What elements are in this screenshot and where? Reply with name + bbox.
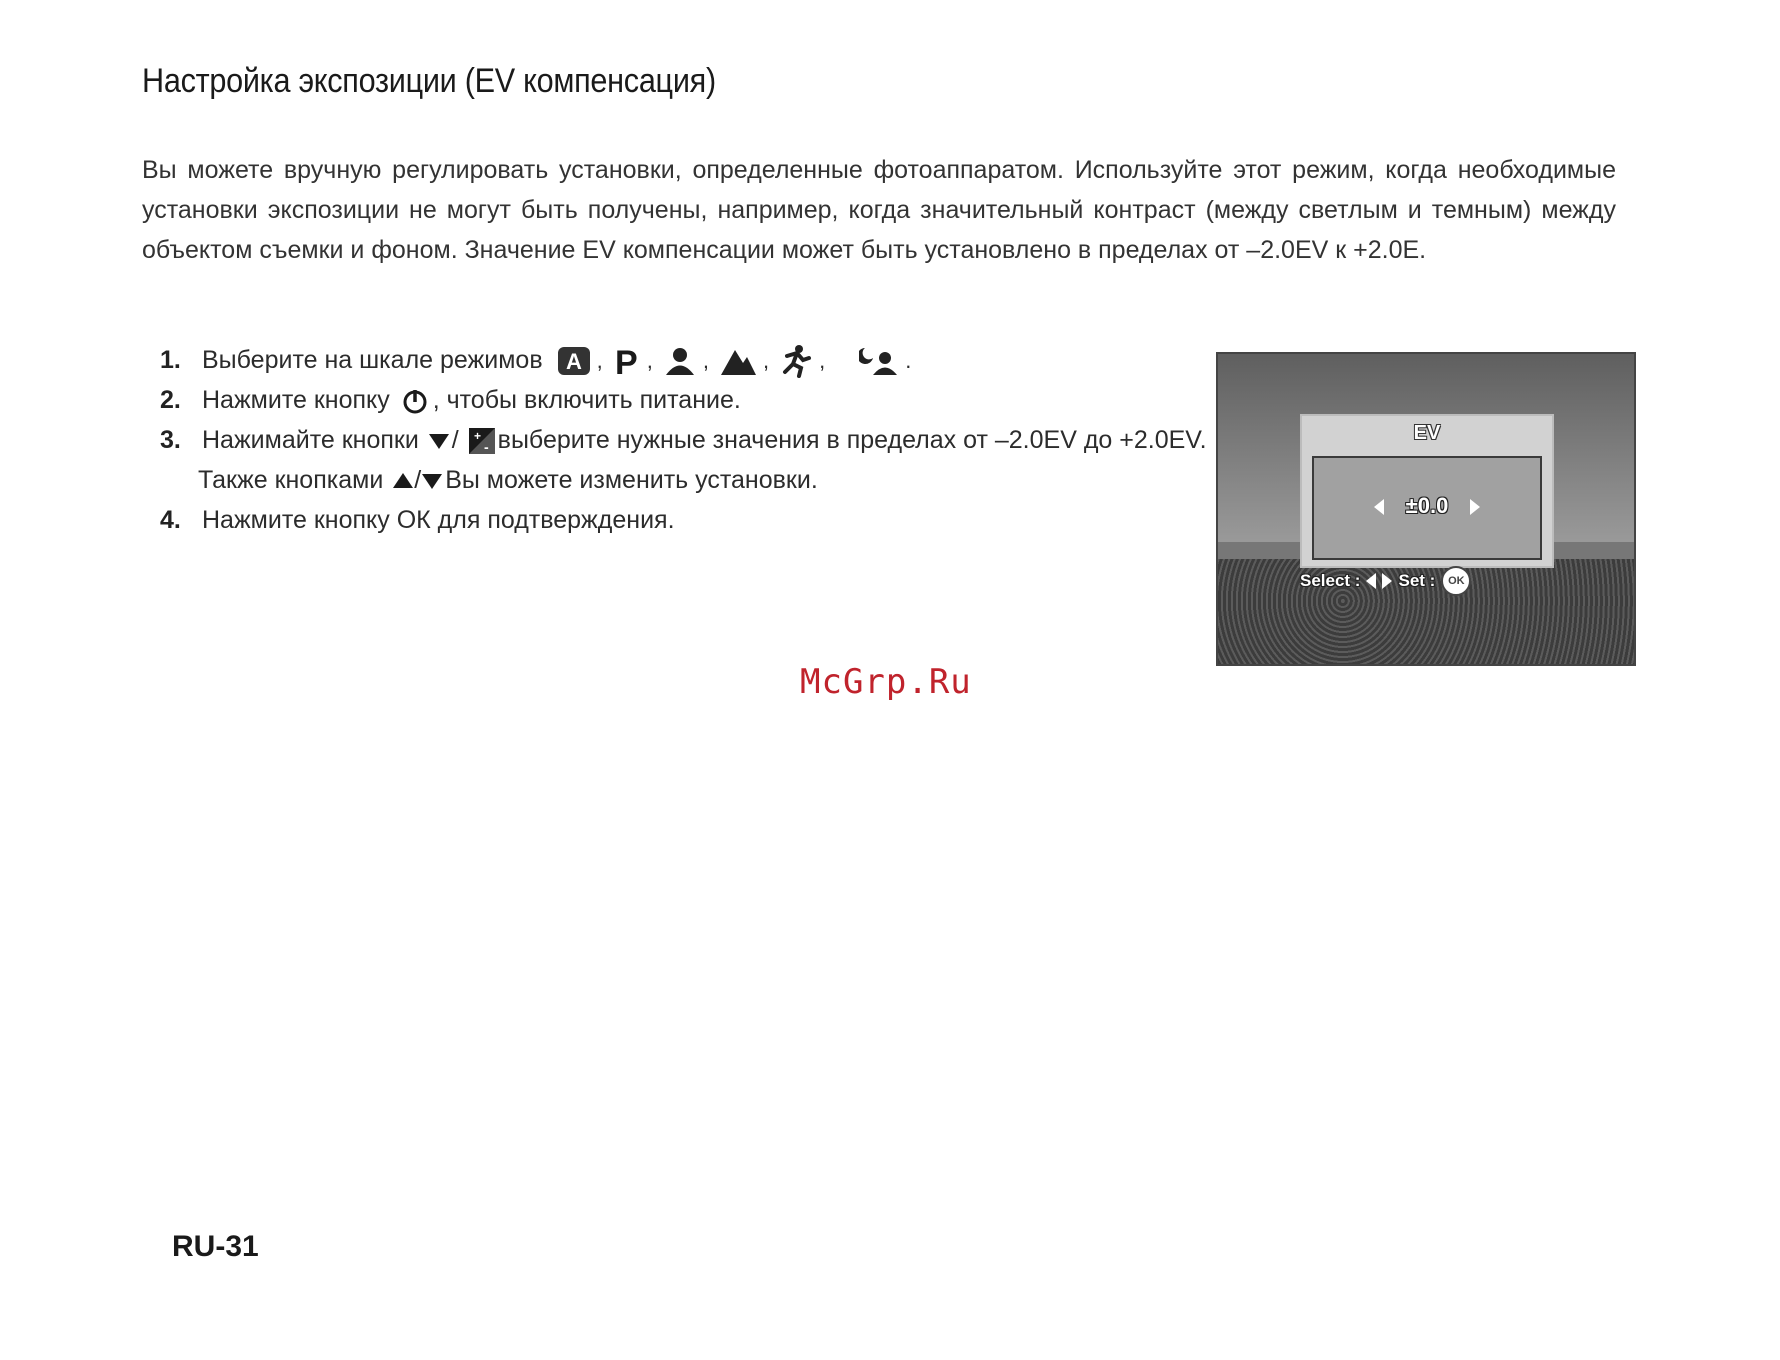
down-arrow-icon [421,472,443,490]
step-text: Нажимайте кнопки [202,426,419,454]
step-3-continued [160,460,1210,500]
step-number: 3. [160,426,181,454]
power-icon [401,387,429,415]
step-number: 1. [160,346,181,374]
svg-text:A: A [565,349,582,375]
landscape-mode-icon [719,346,757,376]
right-arrow-icon[interactable] [1470,499,1480,515]
separator: , [646,348,653,374]
step-4 [160,500,1210,540]
ev-dialog [1300,414,1554,568]
step-text: Вы можете изменить установки. [445,466,818,494]
slash: / [414,466,422,494]
separator: , [596,348,603,374]
mode-icons [557,341,918,381]
step-text: Нажмите кнопку [202,386,390,414]
portrait-mode-icon [663,346,697,376]
step-text: выберите нужные значения в пределах от –2.0EV до +2.0EV. [497,426,1207,454]
slash: / [451,426,459,454]
page-title: Настройка экспозиции (EV компенсация) [142,62,716,100]
steps-list [160,340,1210,540]
page-number: RU-31 [172,1230,259,1263]
watermark: McGrp.Ru [800,662,972,702]
step-number: 4. [160,506,181,534]
night-portrait-mode-icon [859,346,899,376]
svg-text:P: P [614,345,638,378]
intro-paragraph: Вы можете вручную регулировать установки, определенные фотоаппаратом. Используйте этот режим, когда необходимые установки экспозиции не могут быть получены, например, когда значительный контраст (между светлым и темным) между объектом съемки и фоном. Значение EV компенсации может быть установлено в пределах от –2.0EV к +2.0E. [142,156,1616,264]
step-text: Нажмите кнопку ОК для подтверждения. [202,506,675,534]
left-arrow-icon [1366,573,1376,589]
right-arrow-icon [1382,573,1392,589]
separator: , [819,348,826,374]
left-arrow-icon[interactable] [1374,499,1384,515]
separator: , [702,348,709,374]
step-text: Также кнопками [198,466,384,494]
separator: , [762,348,770,374]
ev-value-box [1312,456,1542,560]
step-2 [160,380,1210,420]
ev-value-row [1314,493,1540,519]
step-1 [160,340,1210,380]
down-arrow-icon [428,432,450,450]
sports-mode-icon [779,344,813,378]
program-mode-icon [613,345,641,377]
step-number: 2. [160,386,181,414]
ev-dialog-title: EV [1413,422,1441,444]
ev-dialog-footer [1300,566,1554,596]
ev-compensation-icon [468,427,496,455]
up-arrow-icon [392,472,414,490]
step-3 [160,420,1210,460]
svg-text:-: - [483,439,489,456]
svg-text:+: + [473,429,481,444]
step-text: , чтобы включить питание. [432,386,741,414]
ev-value: ±0.0 [1405,493,1449,518]
aperture-mode-icon [557,346,591,376]
separator: . [905,348,912,374]
camera-lcd-screenshot [1216,352,1636,666]
select-label: Select : [1300,571,1361,590]
step-text: Выберите на шкале режимов [202,346,543,374]
set-label: Set : [1398,571,1436,590]
ok-button-icon: OK [1441,566,1471,596]
